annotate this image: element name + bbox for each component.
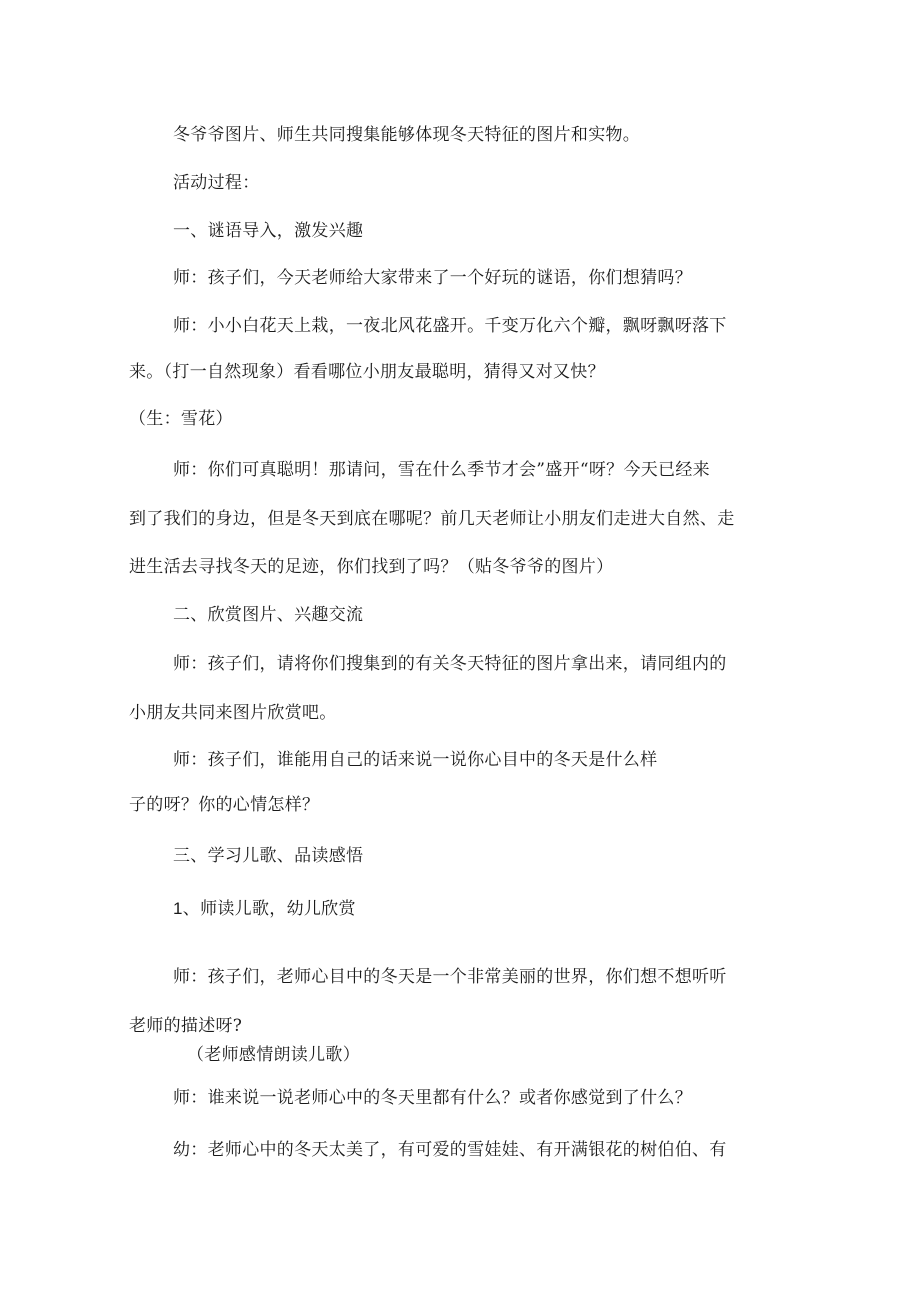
dialogue-line: 师：孩子们，今天老师给大家带来了一个好玩的谜语，你们想猜吗？ (173, 268, 692, 288)
section-label-activity-process: 活动过程： (173, 173, 260, 193)
dialogue-line-continued: 小朋友共同来图片欣赏吧。 (129, 703, 337, 723)
dialogue-line-continued: 来。（打一自然现象）看看哪位小朋友最聪明，猜得又对又快？ (129, 362, 605, 382)
paragraph-materials: 冬爷爷图片、师生共同搜集能够体现冬天特征的图片和实物。 (173, 125, 641, 145)
dialogue-line: 师：小小白花天上栽，一夜北风花盛开。千变万化六个瓣，飘呀飘呀落下 (173, 316, 727, 336)
student-answer: （生：雪花） (129, 409, 233, 429)
section-heading-1: 一、谜语导入，激发兴趣 (173, 221, 364, 241)
section-heading-3: 三、学习儿歌、品读感悟 (173, 846, 364, 866)
subsection-number: 1 (173, 899, 183, 918)
child-response: 幼：老师心中的冬天太美了，有可爱的雪娃娃、有开满银花的树伯伯、有 (173, 1140, 727, 1160)
subsection-title: 、师读儿歌，幼儿欣赏 (182, 899, 356, 919)
subsection-heading (173, 898, 356, 920)
dialogue-line-continued: 到了我们的身边，但是冬天到底在哪呢？前几天老师让小朋友们走进大自然、走 (129, 509, 735, 529)
dialogue-line-continued: 老师的描述呀? (129, 1016, 243, 1036)
section-heading-2: 二、欣赏图片、兴趣交流 (173, 605, 364, 625)
dialogue-line: 师：谁来说一说老师心中的冬天里都有什么？或者你感觉到了什么？ (173, 1088, 692, 1108)
dialogue-line: 师：孩子们，谁能用自己的话来说一说你心目中的冬天是什么样 (173, 750, 658, 770)
dialogue-line-continued: 进生活去寻找冬天的足迹，你们找到了吗？（贴冬爷爷的图片） (129, 557, 614, 577)
dialogue-line-continued: 子的呀？你的心情怎样？ (129, 795, 320, 815)
dialogue-line: 师：孩子们，请将你们搜集到的有关冬天特征的图片拿出来，请同组内的 (173, 654, 727, 674)
dialogue-line: 师：孩子们，老师心目中的冬天是一个非常美丽的世界，你们想不想听听 (173, 967, 727, 987)
stage-direction: （老师感情朗读儿歌） (187, 1045, 360, 1065)
dialogue-line: 师：你们可真聪明！那请问，雪在什么季节才会”盛开“呀？今天已经来 (173, 460, 710, 480)
